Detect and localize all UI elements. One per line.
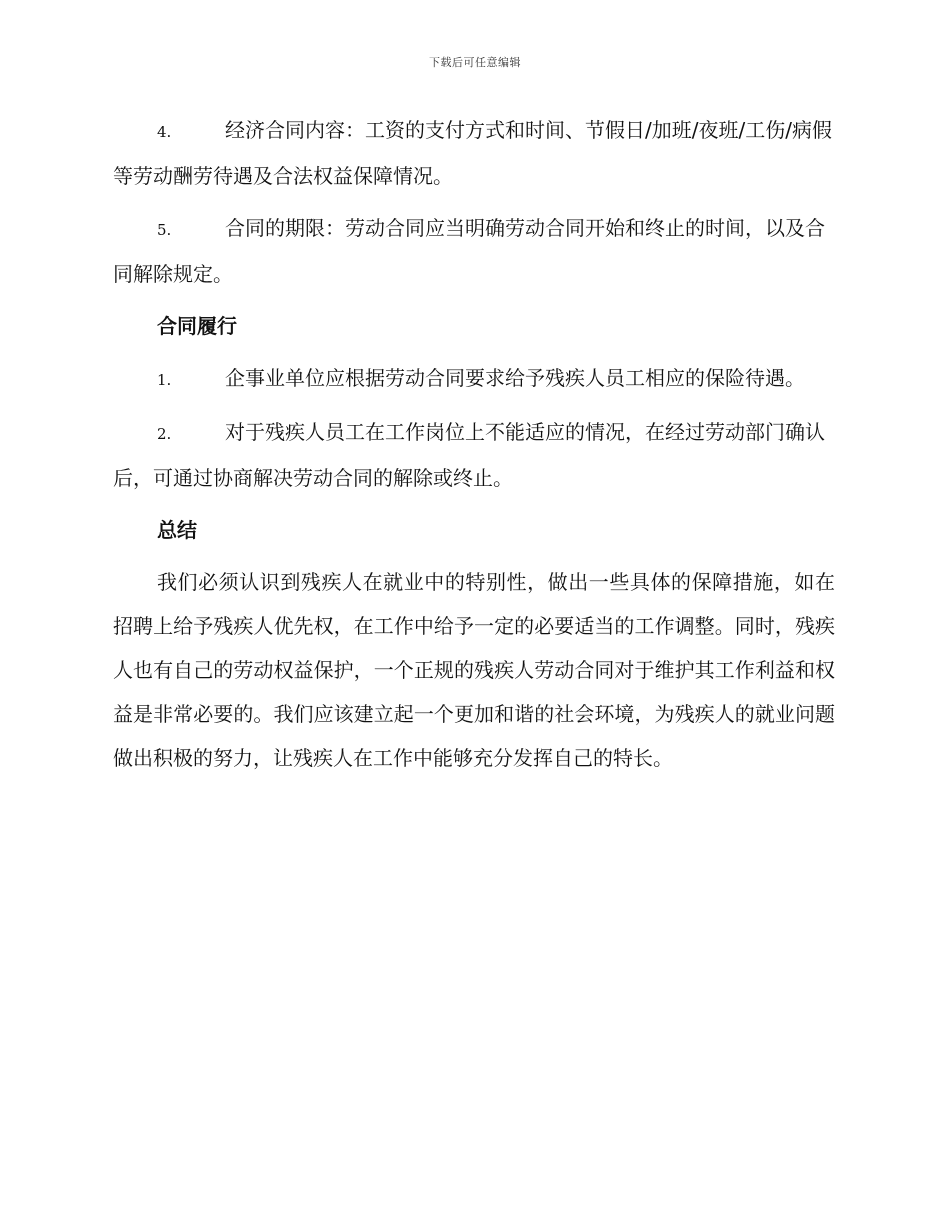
list-item <box>113 206 835 296</box>
list-number: 4. <box>157 123 172 141</box>
summary-paragraph: 我们必须认识到残疾人在就业中的特别性，做出一些具体的保障措施，如在招聘上给予残疾人优先权，在工作中给予一定的必要适当的工作调整。同时，残疾人也有自己的劳动权益保护，一个正规的残疾人劳动合同对于维护其工作利益和权益是非常必要的。我们应该建立起一个更加和谐的社会环境，为残疾人的就业问题做出积极的努力，让残疾人在工作中能够充分发挥自己的特长。 <box>113 570 835 770</box>
list-number: 5. <box>157 221 172 239</box>
section-heading-summary: 总结 <box>157 518 197 542</box>
document-content <box>113 108 835 780</box>
list-text: 对于残疾人员工在工作岗位上不能适应的情况，在经过劳动部门确认后，可通过协商解决劳动合同的解除或终止。 <box>113 420 825 490</box>
list-text: 合同的期限：劳动合同应当明确劳动合同开始和终止的时间，以及合同解除规定。 <box>113 216 825 286</box>
list-item <box>113 356 835 402</box>
list-number: 1. <box>157 371 172 389</box>
list-number: 2. <box>157 425 172 443</box>
section-heading-performance: 合同履行 <box>157 314 237 338</box>
header-note: 下载后可任意编辑 <box>429 56 521 69</box>
list-text: 企事业单位应根据劳动合同要求给予残疾人员工相应的保险待遇。 <box>225 366 805 390</box>
list-text: 经济合同内容：工资的支付方式和时间、节假日/加班/夜班/工伤/病假等劳动酬劳待遇及合法权益保障情况。 <box>113 118 832 188</box>
list-item <box>113 108 835 198</box>
list-item <box>113 410 835 500</box>
